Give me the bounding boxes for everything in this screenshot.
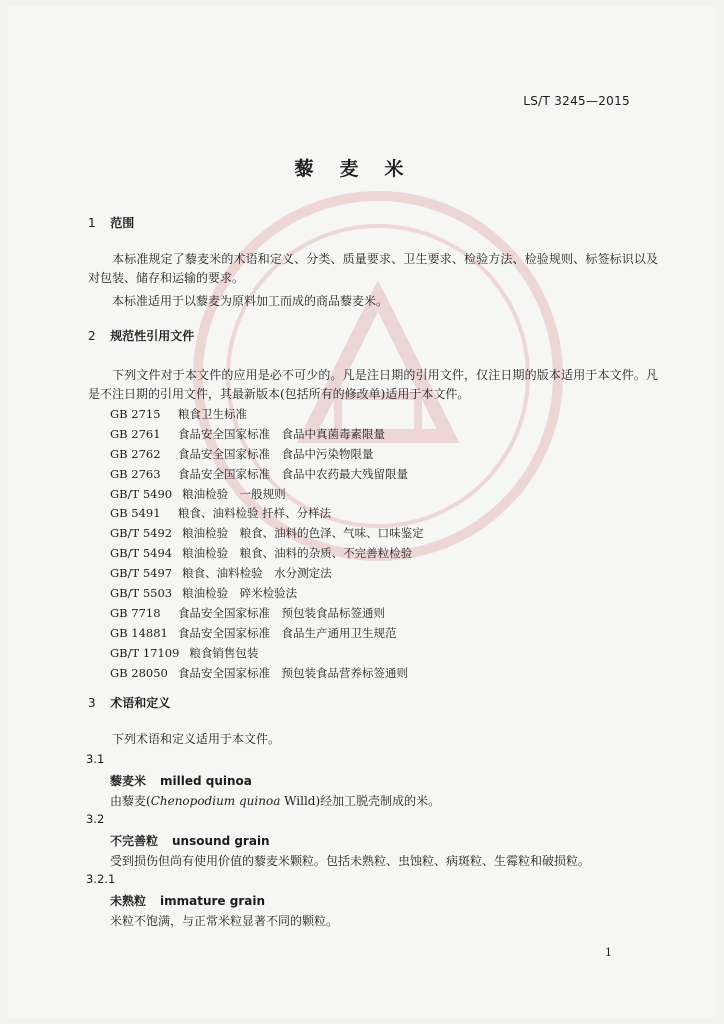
document-title: 藜麦米 [294,158,430,180]
term-number: 3.2.1 [86,872,116,886]
reference-title: 粮食卫生标准 [178,407,247,421]
reference-item [110,426,424,446]
reference-code: GB 2763 [110,466,161,481]
section-title: 范围 [110,216,135,230]
reference-title: 食品安全国家标准 食品中真菌毒素限量 [178,426,385,441]
term-heading [110,892,265,909]
reference-item [110,565,424,585]
reference-title: 粮油检验 粮食、油料的色泽、气味、口味鉴定 [182,526,424,541]
term-definition: 米粒不饱满，与正常米粒显著不同的颗粒。 [110,914,339,928]
term-heading [110,832,270,849]
term-number: 3.1 [86,752,105,766]
reference-item [110,645,424,665]
reference-item [110,585,424,605]
reference-item [110,406,424,426]
reference-code: GB 28050 [110,665,168,680]
reference-item [110,605,424,625]
reference-item [110,446,424,466]
reference-title: 食品安全国家标准 食品中污染物限量 [178,446,374,461]
section-2-heading [88,327,194,344]
section-number: 3 [88,696,96,710]
paragraph-text: 本标准适用于以藜麦为原料加工而成的商品藜麦米。 [112,294,389,308]
reference-code: GB 2761 [110,426,161,441]
reference-title: 食品安全国家标准 食品中农药最大残留限量 [178,466,408,481]
term-chinese: 未熟粒 [110,894,147,908]
term-number: 3.2 [86,812,105,826]
reference-item [110,505,424,525]
paragraph-text: 本标准规定了藜麦米的术语和定义、分类、质量要求、卫生要求、检验方法、检验规则、标签标识以及对包装、储存和运输的要求。 [88,252,658,285]
reference-item [110,525,424,545]
reference-title: 食品安全国家标准 食品生产通用卫生规范 [178,625,397,640]
reference-title: 食品安全国家标准 预包装食品标签通则 [178,605,385,620]
reference-code: GB 14881 [110,625,168,640]
reference-code: GB 2715 [110,407,161,421]
section-title: 术语和定义 [110,696,171,710]
reference-title: 粮油检验 碎米检验法 [182,586,298,601]
reference-code: GB 5491 [110,506,161,521]
reference-code: GB/T 5497 [110,566,173,581]
reference-item [110,486,424,506]
section-title: 规范性引用文件 [110,329,195,343]
paragraph-text: 下列文件对于本文件的应用是必不可少的。凡是注日期的引用文件，仅注日期的版本适用于本文件。凡是不注日期的引用文件，其最新版本(包括所有的修改单)适用于本文件。 [88,368,658,401]
definition-text: 由藜麦( [110,794,151,808]
term-definition [110,792,440,809]
term-chinese: 不完善粒 [110,834,159,848]
section-3-heading [88,694,170,711]
reference-code: GB/T 5492 [110,526,173,541]
term-heading [110,772,252,789]
reference-title: 粮食、油料检验 扦样、分样法 [178,506,332,521]
reference-code: GB/T 5503 [110,586,173,601]
reference-code: GB/T 17109 [110,645,180,660]
term-chinese: 藜麦米 [110,774,147,788]
section-number: 2 [88,329,96,343]
reference-title: 粮油检验 粮食、油料的杂质、不完善粒检验 [182,546,413,561]
section-1-paragraph-2 [88,292,658,311]
section-number: 1 [88,216,96,230]
section-2-intro [88,366,658,404]
paragraph-text: 下列术语和定义适用于本文件。 [112,732,281,746]
reference-item [110,665,424,685]
term-english: immature grain [160,894,266,908]
definition-text: Willd)经加工脱壳制成的米。 [280,794,441,808]
reference-title: 粮食、油料检验 水分测定法 [182,566,332,581]
reference-code: GB/T 5490 [110,486,173,501]
section-1-heading [88,214,134,231]
reference-code: GB 7718 [110,605,161,620]
term-english: milled quinoa [160,774,252,788]
section-1-paragraph-1 [88,250,658,288]
reference-title: 食品安全国家标准 预包装食品营养标签通则 [178,665,408,680]
reference-item [110,625,424,645]
reference-item [110,545,424,565]
term-english: unsound grain [172,834,270,848]
term-definition: 受到损伤但尚有使用价值的藜麦米颗粒。包括未熟粒、虫蚀粒、病斑粒、生霉粒和破损粒。 [110,854,591,868]
reference-item [110,466,424,486]
standard-code: LS/T 3245—2015 [523,94,630,108]
normative-references-list [110,406,424,684]
document-page [8,6,716,1018]
reference-code: GB 2762 [110,446,161,461]
reference-title: 粮油检验 一般规则 [182,486,286,501]
scientific-name: Chenopodium quinoa [150,794,281,808]
section-3-intro [88,730,658,749]
reference-code: GB/T 5494 [110,546,173,561]
reference-title: 粮食销售包装 [189,645,259,660]
page-number: 1 [605,946,612,959]
